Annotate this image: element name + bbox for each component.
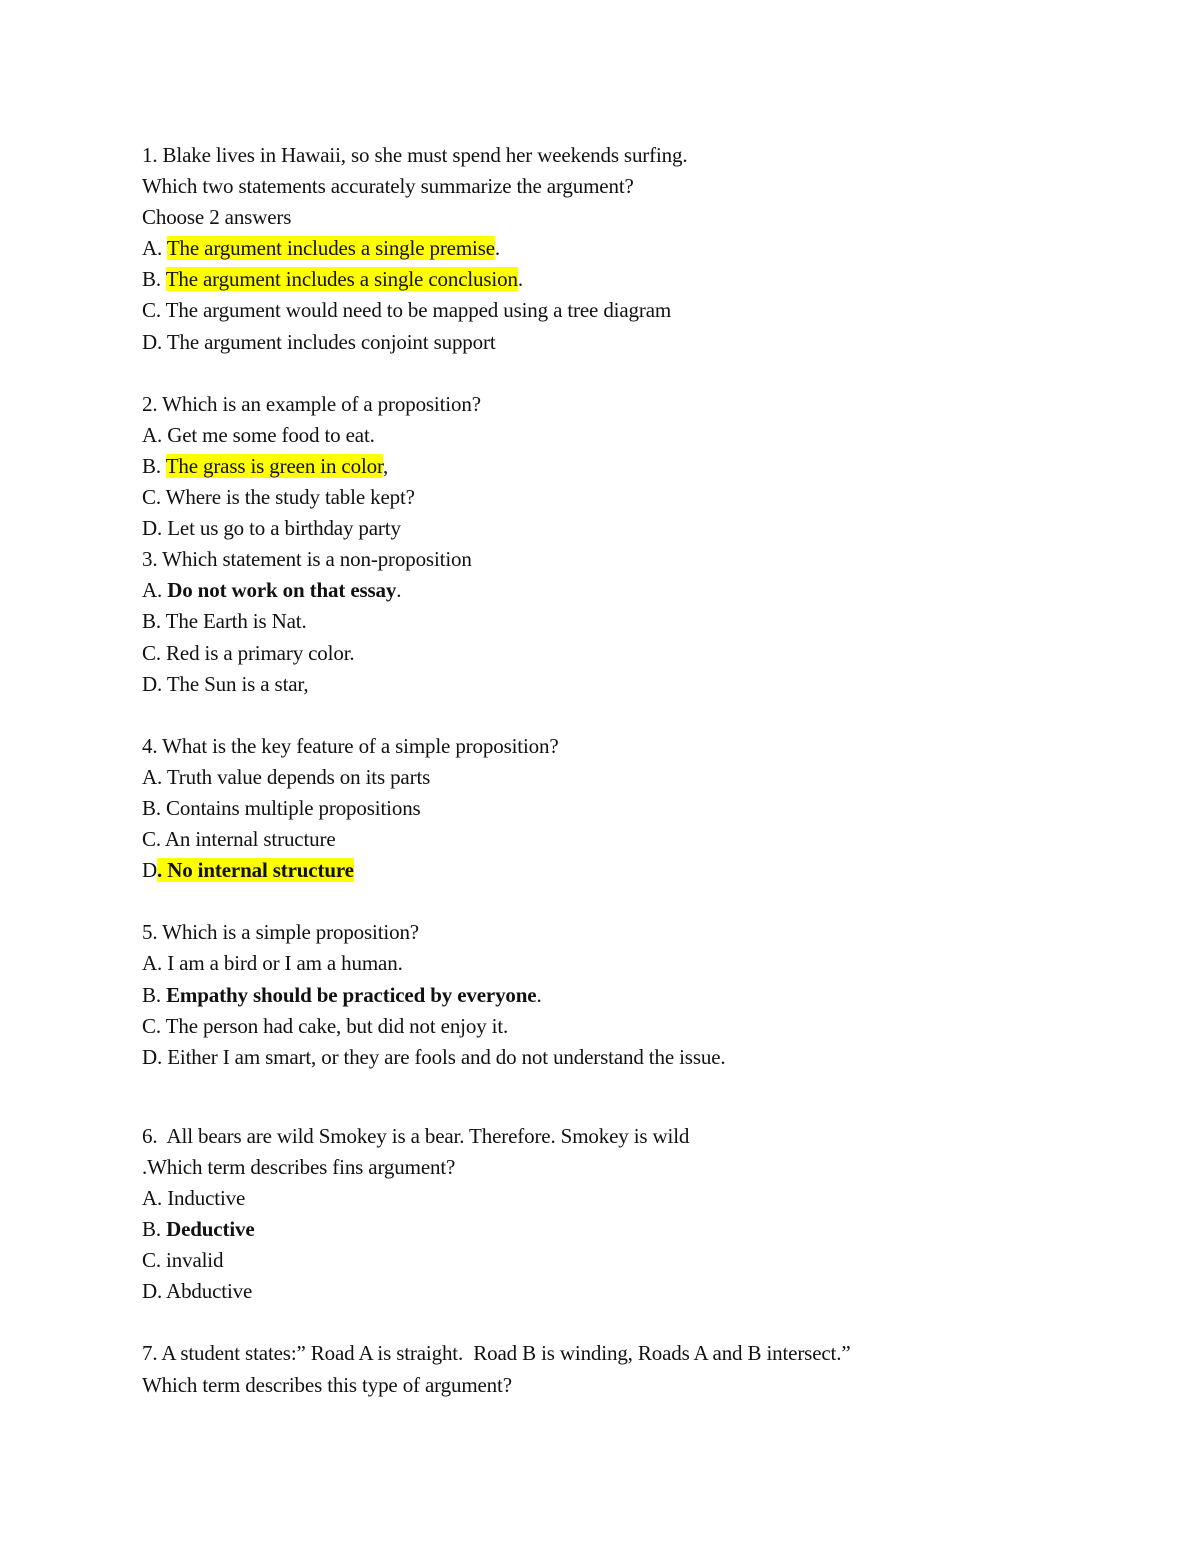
- q2-option-b-prefix: B.: [142, 453, 166, 478]
- q6-option-b-bold-text: Deductive: [166, 1217, 255, 1242]
- q5-option-c: C. The person had cake, but did not enjoy it.: [142, 1013, 509, 1038]
- q5-stem: 5. Which is a simple proposition?: [142, 920, 419, 945]
- q2-option-a: A. Get me some food to eat.: [142, 422, 375, 447]
- q1-option-b-highlighted-text: The argument includes a single conclusion: [165, 267, 518, 292]
- q2-option-b-suffix: ,: [382, 453, 389, 478]
- q7-stem: 7. A student states:” Road A is straight. Road B is winding, Roads A and B intersect.”: [142, 1341, 851, 1366]
- q4-option-d-highlighted-bold-text: . No internal structure: [157, 858, 354, 883]
- q6-option-d: D. Abductive: [142, 1279, 253, 1304]
- q2-option-b: [142, 451, 1142, 482]
- q1-option-a-highlighted-text: The argument includes a single premise: [166, 236, 495, 261]
- q5-option-a: A. I am a bird or I am a human.: [142, 951, 403, 976]
- q6-option-a: A. Inductive: [142, 1186, 246, 1210]
- q6-stem: 6. All bears are wild Smokey is a bear. Therefore. Smokey is wild: [142, 1123, 690, 1148]
- q4-option-d-prefix: D: [142, 858, 158, 883]
- q1-option-d: D. The argument includes conjoint support: [142, 329, 496, 354]
- q5-option-b-bold-text: Empathy should be practiced by everyone: [166, 982, 537, 1007]
- q1-option-c: C. The argument would need to be mapped using a tree diagram: [142, 298, 672, 323]
- q3-option-a-suffix: .: [396, 578, 402, 603]
- q1-option-b: [142, 264, 1142, 295]
- spacer: [142, 700, 1142, 731]
- q3-option-c: C. Red is a primary color.: [142, 640, 355, 665]
- q5-option-b: [142, 980, 1142, 1011]
- q1-option-b-suffix: .: [517, 267, 523, 292]
- q2-option-b-highlighted-text: The grass is green in color: [165, 453, 383, 478]
- q3-option-b: B. The Earth is Nat.: [142, 609, 307, 634]
- q6-prompt: .Which term describes fins argument?: [142, 1154, 456, 1179]
- q2-option-d: D. Let us go to a birthday party: [142, 516, 401, 541]
- spacer: [142, 886, 1142, 917]
- q3-option-d: D. The Sun is a star,: [142, 671, 309, 696]
- q6-option-b-prefix: B.: [142, 1217, 167, 1242]
- q1-stem: 1. Blake lives in Hawaii, so she must spend her weekends surfing.: [142, 143, 688, 167]
- q2-option-c: C. Where is the study table kept?: [142, 485, 415, 510]
- q3-stem: 3. Which statement is a non-proposition: [142, 547, 472, 572]
- q4-option-d: [142, 855, 1142, 886]
- q4-option-c: C. An internal structure: [142, 827, 336, 852]
- q1-option-a-prefix: A.: [142, 236, 167, 261]
- question-list: [142, 140, 1142, 1401]
- q6-option-b: [142, 1214, 1142, 1245]
- q1-option-a-suffix: .: [494, 236, 501, 261]
- spacer: [142, 1073, 1142, 1121]
- q4-stem: 4. What is the key feature of a simple proposition?: [142, 733, 559, 758]
- q1-prompt: Which two statements accurately summarize the argument?: [142, 174, 634, 199]
- q7-prompt: Which term describes this type of argument?: [142, 1372, 512, 1397]
- q4-option-a: A. Truth value depends on its parts: [142, 764, 431, 789]
- q3-option-a: [142, 575, 1142, 606]
- q5-option-b-prefix: B.: [142, 982, 167, 1007]
- q1-option-b-prefix: B.: [142, 267, 166, 292]
- q5-option-b-suffix: .: [536, 982, 542, 1007]
- q4-option-b: B. Contains multiple propositions: [142, 795, 421, 820]
- q1-option-a: [142, 233, 1142, 264]
- q6-option-c: C. invalid: [142, 1248, 224, 1273]
- spacer: [142, 358, 1142, 389]
- q3-option-a-prefix: A.: [142, 578, 168, 603]
- q2-stem: 2. Which is an example of a proposition?: [142, 391, 481, 416]
- q5-option-d: D. Either I am smart, or they are fools and do not understand the issue.: [142, 1044, 726, 1069]
- q1-instruction: Choose 2 answers: [142, 205, 292, 230]
- q3-option-a-bold-text: Do not work on that essay: [167, 578, 397, 603]
- spacer: [142, 1307, 1142, 1338]
